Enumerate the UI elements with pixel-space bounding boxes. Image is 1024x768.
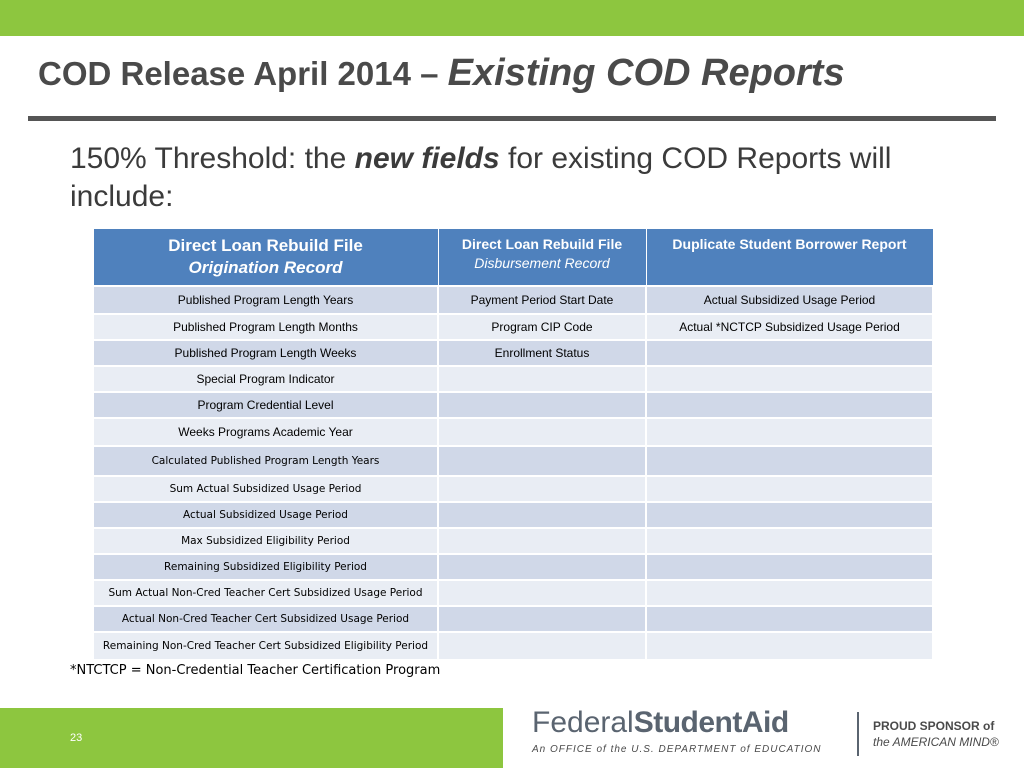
table-cell: Program Credential Level — [93, 392, 438, 418]
table-cell: Remaining Non-Cred Teacher Cert Subsidized Eligibility Period — [93, 632, 438, 660]
table-cell — [438, 366, 646, 392]
table-cell — [646, 502, 933, 528]
table-cell — [438, 580, 646, 606]
intro-after: for existing COD Reports will include: — [70, 142, 892, 213]
slide-title — [38, 52, 845, 95]
header-1-subtitle: Origination Record — [188, 258, 343, 277]
table-cell: Program CIP Code — [438, 314, 646, 340]
sponsor-tagline — [873, 718, 999, 750]
header-2-subtitle: Disbursement Record — [474, 255, 610, 271]
table-cell: Actual Subsidized Usage Period — [93, 502, 438, 528]
table-row — [93, 528, 933, 554]
table-header-row — [93, 229, 933, 287]
table-cell — [646, 554, 933, 580]
table-cell — [646, 606, 933, 632]
table-row — [93, 580, 933, 606]
intro-emphasis: new fields — [354, 142, 500, 175]
table-row — [93, 554, 933, 580]
table-row — [93, 392, 933, 418]
header-origination-record — [93, 229, 438, 287]
intro-before: 150% Threshold: the — [70, 142, 355, 175]
table-cell: Payment Period Start Date — [438, 286, 646, 314]
logo-divider — [857, 712, 859, 756]
table-row — [93, 502, 933, 528]
table-row — [93, 606, 933, 632]
table-cell: Special Program Indicator — [93, 366, 438, 392]
sponsor-line-2: the AMERICAN MIND® — [873, 735, 999, 749]
header-duplicate-borrower-report — [646, 229, 933, 287]
fsa-logo — [532, 706, 789, 740]
sponsor-line-1: PROUD SPONSOR of — [873, 719, 995, 733]
logo-subtitle: An OFFICE of the U.S. DEPARTMENT of EDUCATION — [532, 744, 822, 755]
table-cell — [438, 502, 646, 528]
table-body — [93, 286, 933, 660]
header-disbursement-record — [438, 229, 646, 287]
table-cell — [646, 340, 933, 366]
table-cell — [646, 476, 933, 502]
table-cell — [438, 476, 646, 502]
table-cell — [646, 366, 933, 392]
title-divider — [28, 116, 996, 121]
table-row — [93, 632, 933, 660]
table-cell — [646, 580, 933, 606]
table-cell: Weeks Programs Academic Year — [93, 418, 438, 446]
table-row — [93, 476, 933, 502]
table-cell — [646, 528, 933, 554]
table-row — [93, 340, 933, 366]
table-cell — [646, 632, 933, 660]
table-cell: Max Subsidized Eligibility Period — [93, 528, 438, 554]
table-cell: Sum Actual Subsidized Usage Period — [93, 476, 438, 502]
table-cell — [438, 528, 646, 554]
top-accent-bar — [0, 0, 1024, 36]
table-row — [93, 418, 933, 446]
table-row — [93, 314, 933, 340]
table-cell: Calculated Published Program Length Years — [93, 446, 438, 476]
table-row — [93, 286, 933, 314]
table-cell: Published Program Length Years — [93, 286, 438, 314]
table-cell — [438, 632, 646, 660]
table-cell: Sum Actual Non-Cred Teacher Cert Subsidized Usage Period — [93, 580, 438, 606]
header-2-title: Direct Loan Rebuild File — [461, 236, 623, 252]
table-cell — [646, 418, 933, 446]
table-cell — [438, 446, 646, 476]
title-emphasis: Existing COD Reports — [447, 52, 845, 94]
table-cell — [438, 392, 646, 418]
logo-federal: Federal — [532, 706, 634, 739]
table-cell — [438, 554, 646, 580]
table-cell: Remaining Subsidized Eligibility Period — [93, 554, 438, 580]
table-cell: Actual *NCTCP Subsidized Usage Period — [646, 314, 933, 340]
table-cell: Actual Subsidized Usage Period — [646, 286, 933, 314]
table-cell: Actual Non-Cred Teacher Cert Subsidized Usage Period — [93, 606, 438, 632]
table-cell: Published Program Length Weeks — [93, 340, 438, 366]
header-1-title: Direct Loan Rebuild File — [168, 236, 363, 255]
table-cell — [438, 418, 646, 446]
title-main: COD Release April 2014 – — [38, 55, 448, 92]
table-cell — [438, 606, 646, 632]
intro-text — [70, 140, 990, 216]
table-row — [93, 366, 933, 392]
table-cell — [646, 392, 933, 418]
footnote: *NTCTCP = Non-Credential Teacher Certification Program — [70, 663, 441, 678]
table-cell: Published Program Length Months — [93, 314, 438, 340]
table-cell: Enrollment Status — [438, 340, 646, 366]
table-row — [93, 446, 933, 476]
table-cell — [646, 446, 933, 476]
report-fields-table — [92, 228, 934, 661]
page-number: 23 — [70, 732, 83, 744]
logo-student-aid: StudentAid — [633, 706, 789, 739]
header-3-title: Duplicate Student Borrower Report — [672, 236, 907, 252]
